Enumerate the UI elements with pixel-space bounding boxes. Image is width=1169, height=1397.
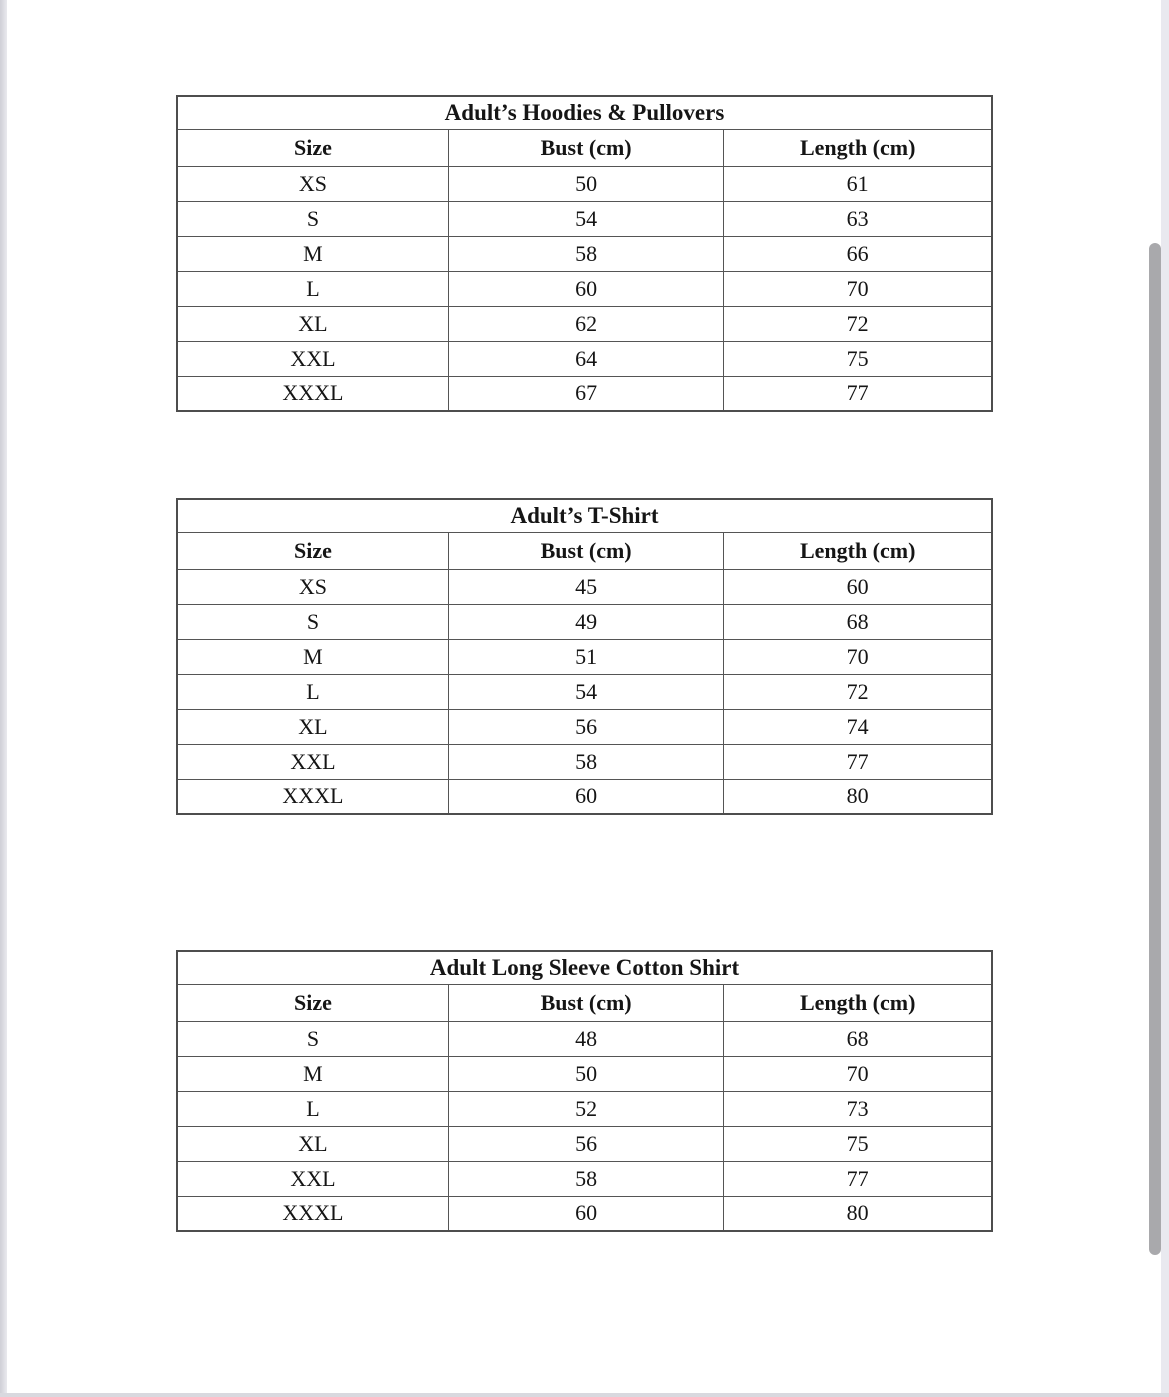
bust-cell: 58 [448,236,723,271]
length-cell: 61 [724,166,992,201]
size-cell: XXXL [177,1196,448,1231]
length-cell: 70 [724,639,992,674]
size-cell: L [177,1091,448,1126]
table-row [177,376,992,411]
bust-column-header: Bust (cm) [448,984,723,1021]
table-row [177,271,992,306]
bust-cell: 60 [448,1196,723,1231]
bust-cell: 58 [448,1161,723,1196]
table-row [177,306,992,341]
table-row [177,341,992,376]
length-cell: 63 [724,201,992,236]
size-cell: M [177,1056,448,1091]
size-cell: M [177,639,448,674]
size-column-header: Size [177,532,448,569]
table-row [177,709,992,744]
table-row [177,674,992,709]
bust-cell: 58 [448,744,723,779]
length-cell: 60 [724,569,992,604]
bust-cell: 64 [448,341,723,376]
bust-column-header: Bust (cm) [448,129,723,166]
bust-cell: 49 [448,604,723,639]
table-title: Adult’s T-Shirt [177,499,992,532]
bust-cell: 48 [448,1021,723,1056]
table-title-row [177,951,992,984]
size-cell: XS [177,569,448,604]
size-cell: L [177,674,448,709]
length-column-header: Length (cm) [724,532,992,569]
size-cell: XXL [177,744,448,779]
size-cell: XS [177,166,448,201]
size-chart-hoodies-pullovers [176,95,993,412]
size-column-header: Size [177,129,448,166]
size-table [176,95,993,412]
table-row [177,166,992,201]
table-row [177,1126,992,1161]
bust-column-header: Bust (cm) [448,532,723,569]
length-cell: 68 [724,1021,992,1056]
bust-cell: 54 [448,674,723,709]
table-title-row [177,499,992,532]
length-cell: 80 [724,1196,992,1231]
table-row [177,744,992,779]
table-header-row [177,984,992,1021]
length-cell: 77 [724,1161,992,1196]
size-cell: XXL [177,341,448,376]
length-cell: 68 [724,604,992,639]
size-cell: L [177,271,448,306]
table-row [177,604,992,639]
table-title: Adult’s Hoodies & Pullovers [177,96,992,129]
size-chart-tshirt [176,498,993,815]
table-row [177,1021,992,1056]
length-cell: 77 [724,376,992,411]
length-cell: 72 [724,674,992,709]
table-row [177,1161,992,1196]
size-table [176,498,993,815]
bust-cell: 56 [448,1126,723,1161]
table-row [177,569,992,604]
page-right-edge [1161,0,1169,1397]
length-cell: 77 [724,744,992,779]
size-cell: XL [177,306,448,341]
size-cell: S [177,1021,448,1056]
length-cell: 75 [724,341,992,376]
bust-cell: 60 [448,271,723,306]
size-cell: S [177,201,448,236]
vertical-scrollbar-thumb[interactable] [1149,243,1161,1255]
table-row [177,1056,992,1091]
bust-cell: 52 [448,1091,723,1126]
table-header-row [177,129,992,166]
page-bottom-edge [0,1393,1169,1397]
length-column-header: Length (cm) [724,984,992,1021]
table-row [177,639,992,674]
size-column-header: Size [177,984,448,1021]
bust-cell: 50 [448,166,723,201]
bust-cell: 54 [448,201,723,236]
table-row [177,779,992,814]
length-cell: 70 [724,271,992,306]
table-row [177,1091,992,1126]
size-cell: XXL [177,1161,448,1196]
size-cell: XL [177,1126,448,1161]
length-cell: 75 [724,1126,992,1161]
length-cell: 73 [724,1091,992,1126]
size-cell: XL [177,709,448,744]
table-row [177,1196,992,1231]
bust-cell: 67 [448,376,723,411]
table-title-row [177,96,992,129]
bust-cell: 62 [448,306,723,341]
bust-cell: 51 [448,639,723,674]
bust-cell: 56 [448,709,723,744]
length-cell: 72 [724,306,992,341]
table-row [177,201,992,236]
size-cell: XXXL [177,779,448,814]
page-left-edge [0,0,7,1397]
size-cell: M [177,236,448,271]
size-cell: S [177,604,448,639]
bust-cell: 60 [448,779,723,814]
table-title: Adult Long Sleeve Cotton Shirt [177,951,992,984]
length-cell: 70 [724,1056,992,1091]
bust-cell: 45 [448,569,723,604]
table-row [177,236,992,271]
length-cell: 80 [724,779,992,814]
size-chart-long-sleeve-cotton-shirt [176,950,993,1232]
length-cell: 74 [724,709,992,744]
bust-cell: 50 [448,1056,723,1091]
length-column-header: Length (cm) [724,129,992,166]
length-cell: 66 [724,236,992,271]
size-table [176,950,993,1232]
table-header-row [177,532,992,569]
size-cell: XXXL [177,376,448,411]
